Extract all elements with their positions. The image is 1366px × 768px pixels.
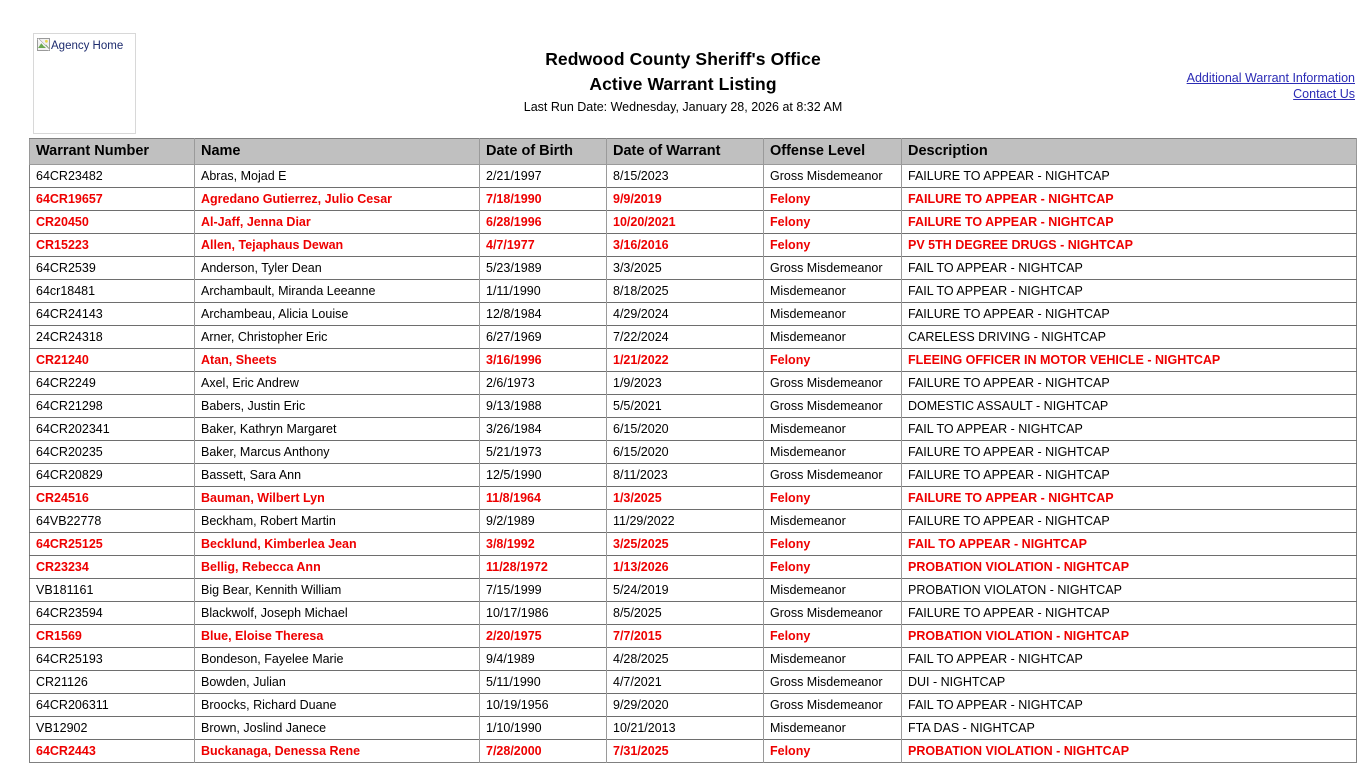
cell-date-of-birth: 2/20/1975 (480, 625, 607, 648)
cell-description: FAILURE TO APPEAR - NIGHTCAP (902, 510, 1357, 533)
cell-name: Bellig, Rebecca Ann (195, 556, 480, 579)
table-row[interactable] (30, 395, 1357, 418)
cell-warrant-number: CR21126 (30, 671, 195, 694)
cell-name: Allen, Tejaphaus Dewan (195, 234, 480, 257)
cell-warrant-number: 64CR25193 (30, 648, 195, 671)
cell-offense-level: Gross Misdemeanor (764, 257, 902, 280)
cell-date-of-warrant: 3/3/2025 (607, 257, 764, 280)
table-row[interactable] (30, 671, 1357, 694)
cell-date-of-warrant: 7/31/2025 (607, 740, 764, 763)
cell-name: Bassett, Sara Ann (195, 464, 480, 487)
column-header-name[interactable]: Name (195, 139, 480, 165)
cell-offense-level: Misdemeanor (764, 441, 902, 464)
agency-home-link[interactable] (33, 33, 136, 134)
cell-date-of-warrant: 6/15/2020 (607, 418, 764, 441)
cell-description: PV 5TH DEGREE DRUGS - NIGHTCAP (902, 234, 1357, 257)
cell-offense-level: Gross Misdemeanor (764, 372, 902, 395)
cell-offense-level: Misdemeanor (764, 648, 902, 671)
cell-date-of-birth: 5/21/1973 (480, 441, 607, 464)
cell-description: FAILURE TO APPEAR - NIGHTCAP (902, 441, 1357, 464)
cell-offense-level: Gross Misdemeanor (764, 395, 902, 418)
cell-date-of-warrant: 5/24/2019 (607, 579, 764, 602)
cell-description: FAIL TO APPEAR - NIGHTCAP (902, 280, 1357, 303)
cell-date-of-warrant: 1/13/2026 (607, 556, 764, 579)
cell-date-of-birth: 6/28/1996 (480, 211, 607, 234)
cell-description: FAIL TO APPEAR - NIGHTCAP (902, 533, 1357, 556)
cell-description: FAIL TO APPEAR - NIGHTCAP (902, 418, 1357, 441)
table-row[interactable] (30, 510, 1357, 533)
cell-name: Beckham, Robert Martin (195, 510, 480, 533)
cell-name: Brown, Joslind Janece (195, 717, 480, 740)
table-row[interactable] (30, 602, 1357, 625)
cell-description: FAIL TO APPEAR - NIGHTCAP (902, 648, 1357, 671)
cell-warrant-number: 64CR23594 (30, 602, 195, 625)
cell-warrant-number: 64CR2443 (30, 740, 195, 763)
cell-description: FAILURE TO APPEAR - NIGHTCAP (902, 464, 1357, 487)
cell-offense-level: Misdemeanor (764, 280, 902, 303)
cell-date-of-warrant: 10/20/2021 (607, 211, 764, 234)
cell-offense-level: Gross Misdemeanor (764, 602, 902, 625)
cell-date-of-warrant: 8/11/2023 (607, 464, 764, 487)
cell-date-of-warrant: 11/29/2022 (607, 510, 764, 533)
cell-offense-level: Misdemeanor (764, 418, 902, 441)
cell-offense-level: Gross Misdemeanor (764, 694, 902, 717)
cell-date-of-warrant: 1/3/2025 (607, 487, 764, 510)
table-row[interactable] (30, 648, 1357, 671)
cell-offense-level: Felony (764, 556, 902, 579)
cell-offense-level: Gross Misdemeanor (764, 165, 902, 188)
cell-warrant-number: 24CR24318 (30, 326, 195, 349)
cell-warrant-number: CR21240 (30, 349, 195, 372)
cell-date-of-warrant: 8/18/2025 (607, 280, 764, 303)
cell-date-of-birth: 7/28/2000 (480, 740, 607, 763)
cell-warrant-number: 64CR21298 (30, 395, 195, 418)
column-header-warrant-number[interactable]: Warrant Number (30, 139, 195, 165)
cell-date-of-warrant: 3/25/2025 (607, 533, 764, 556)
table-row[interactable] (30, 556, 1357, 579)
cell-date-of-birth: 9/2/1989 (480, 510, 607, 533)
cell-offense-level: Misdemeanor (764, 717, 902, 740)
cell-date-of-birth: 3/26/1984 (480, 418, 607, 441)
cell-date-of-birth: 9/13/1988 (480, 395, 607, 418)
cell-date-of-warrant: 7/22/2024 (607, 326, 764, 349)
cell-warrant-number: VB12902 (30, 717, 195, 740)
cell-warrant-number: CR15223 (30, 234, 195, 257)
cell-description: CARELESS DRIVING - NIGHTCAP (902, 326, 1357, 349)
table-row[interactable] (30, 257, 1357, 280)
contact-us-link[interactable]: Contact Us (1293, 87, 1355, 101)
column-header-date-of-birth[interactable]: Date of Birth (480, 139, 607, 165)
cell-date-of-birth: 5/23/1989 (480, 257, 607, 280)
cell-date-of-birth: 1/10/1990 (480, 717, 607, 740)
table-row[interactable] (30, 188, 1357, 211)
agency-home-alt-text: Agency Home (51, 40, 124, 52)
cell-date-of-warrant: 4/29/2024 (607, 303, 764, 326)
table-row[interactable] (30, 303, 1357, 326)
cell-offense-level: Felony (764, 533, 902, 556)
cell-offense-level: Gross Misdemeanor (764, 671, 902, 694)
cell-date-of-warrant: 6/15/2020 (607, 441, 764, 464)
table-row[interactable] (30, 533, 1357, 556)
broken-image-icon (37, 38, 50, 51)
cell-name: Becklund, Kimberlea Jean (195, 533, 480, 556)
cell-name: Archambault, Miranda Leeanne (195, 280, 480, 303)
cell-offense-level: Felony (764, 211, 902, 234)
cell-description: PROBATION VIOLATION - NIGHTCAP (902, 740, 1357, 763)
page-subtitle: Active Warrant Listing (589, 74, 777, 94)
cell-warrant-number: CR20450 (30, 211, 195, 234)
cell-name: Blackwolf, Joseph Michael (195, 602, 480, 625)
cell-description: FAIL TO APPEAR - NIGHTCAP (902, 257, 1357, 280)
cell-date-of-birth: 7/15/1999 (480, 579, 607, 602)
cell-warrant-number: CR1569 (30, 625, 195, 648)
cell-offense-level: Felony (764, 188, 902, 211)
table-row[interactable] (30, 418, 1357, 441)
cell-date-of-birth: 2/21/1997 (480, 165, 607, 188)
table-row[interactable] (30, 694, 1357, 717)
cell-date-of-warrant: 4/28/2025 (607, 648, 764, 671)
cell-date-of-birth: 7/18/1990 (480, 188, 607, 211)
agency-home-broken-image (34, 34, 135, 53)
table-row[interactable] (30, 625, 1357, 648)
cell-name: Bondeson, Fayelee Marie (195, 648, 480, 671)
cell-date-of-birth: 10/19/1956 (480, 694, 607, 717)
cell-date-of-birth: 2/6/1973 (480, 372, 607, 395)
cell-warrant-number: CR24516 (30, 487, 195, 510)
cell-warrant-number: 64CR23482 (30, 165, 195, 188)
cell-date-of-birth: 12/8/1984 (480, 303, 607, 326)
table-row[interactable] (30, 740, 1357, 763)
cell-date-of-birth: 6/27/1969 (480, 326, 607, 349)
cell-name: Bowden, Julian (195, 671, 480, 694)
table-row[interactable] (30, 165, 1357, 188)
cell-name: Agredano Gutierrez, Julio Cesar (195, 188, 480, 211)
cell-description: FAILURE TO APPEAR - NIGHTCAP (902, 188, 1357, 211)
table-header-row (30, 139, 1357, 165)
cell-name: Baker, Kathryn Margaret (195, 418, 480, 441)
cell-date-of-warrant: 3/16/2016 (607, 234, 764, 257)
additional-warrant-information-link[interactable]: Additional Warrant Information (1186, 71, 1355, 85)
cell-offense-level: Felony (764, 625, 902, 648)
cell-description: FAILURE TO APPEAR - NIGHTCAP (902, 487, 1357, 510)
cell-description: PROBATION VIOLATON - NIGHTCAP (902, 579, 1357, 602)
cell-offense-level: Felony (764, 234, 902, 257)
table-row[interactable] (30, 326, 1357, 349)
table-row[interactable] (30, 487, 1357, 510)
cell-name: Bauman, Wilbert Lyn (195, 487, 480, 510)
cell-date-of-warrant: 4/7/2021 (607, 671, 764, 694)
cell-warrant-number: 64CR20235 (30, 441, 195, 464)
cell-warrant-number: 64VB22778 (30, 510, 195, 533)
cell-description: DUI - NIGHTCAP (902, 671, 1357, 694)
cell-description: FAILURE TO APPEAR - NIGHTCAP (902, 211, 1357, 234)
column-header-date-of-warrant[interactable]: Date of Warrant (607, 139, 764, 165)
last-run-date: Last Run Date: Wednesday, January 28, 2026 at 8:32 AM (523, 100, 843, 114)
page-header (0, 0, 1366, 131)
cell-warrant-number: 64CR2539 (30, 257, 195, 280)
cell-name: Anderson, Tyler Dean (195, 257, 480, 280)
title-block (0, 47, 1366, 117)
table-row[interactable] (30, 579, 1357, 602)
cell-description: DOMESTIC ASSAULT - NIGHTCAP (902, 395, 1357, 418)
table-row[interactable] (30, 280, 1357, 303)
cell-date-of-birth: 3/8/1992 (480, 533, 607, 556)
cell-description: FLEEING OFFICER IN MOTOR VEHICLE - NIGHTCAP (902, 349, 1357, 372)
cell-description: FAILURE TO APPEAR - NIGHTCAP (902, 602, 1357, 625)
cell-description: FAILURE TO APPEAR - NIGHTCAP (902, 372, 1357, 395)
cell-offense-level: Misdemeanor (764, 303, 902, 326)
cell-offense-level: Felony (764, 740, 902, 763)
cell-date-of-warrant: 8/5/2025 (607, 602, 764, 625)
warrant-table-container (29, 138, 1356, 763)
table-row[interactable] (30, 211, 1357, 234)
table-row[interactable] (30, 464, 1357, 487)
page-title: Redwood County Sheriff's Office (545, 49, 821, 69)
cell-warrant-number: 64CR2249 (30, 372, 195, 395)
cell-date-of-birth: 1/11/1990 (480, 280, 607, 303)
cell-date-of-warrant: 10/21/2013 (607, 717, 764, 740)
cell-date-of-birth: 3/16/1996 (480, 349, 607, 372)
cell-name: Al-Jaff, Jenna Diar (195, 211, 480, 234)
cell-warrant-number: CR23234 (30, 556, 195, 579)
cell-name: Atan, Sheets (195, 349, 480, 372)
header-links (1187, 70, 1355, 102)
cell-warrant-number: 64CR202341 (30, 418, 195, 441)
cell-name: Big Bear, Kennith William (195, 579, 480, 602)
table-row[interactable] (30, 234, 1357, 257)
cell-name: Blue, Eloise Theresa (195, 625, 480, 648)
cell-name: Babers, Justin Eric (195, 395, 480, 418)
cell-date-of-warrant: 8/15/2023 (607, 165, 764, 188)
cell-offense-level: Misdemeanor (764, 579, 902, 602)
cell-name: Baker, Marcus Anthony (195, 441, 480, 464)
table-row[interactable] (30, 372, 1357, 395)
cell-date-of-birth: 5/11/1990 (480, 671, 607, 694)
cell-description: PROBATION VIOLATION - NIGHTCAP (902, 556, 1357, 579)
cell-date-of-warrant: 7/7/2015 (607, 625, 764, 648)
warrant-table (29, 138, 1357, 763)
cell-name: Broocks, Richard Duane (195, 694, 480, 717)
cell-date-of-warrant: 1/9/2023 (607, 372, 764, 395)
cell-warrant-number: 64cr18481 (30, 280, 195, 303)
column-header-offense-level[interactable]: Offense Level (764, 139, 902, 165)
cell-warrant-number: 64CR206311 (30, 694, 195, 717)
cell-date-of-birth: 11/8/1964 (480, 487, 607, 510)
cell-description: FAILURE TO APPEAR - NIGHTCAP (902, 165, 1357, 188)
cell-description: FTA DAS - NIGHTCAP (902, 717, 1357, 740)
cell-date-of-warrant: 9/29/2020 (607, 694, 764, 717)
column-header-description[interactable]: Description (902, 139, 1357, 165)
cell-date-of-birth: 10/17/1986 (480, 602, 607, 625)
table-row[interactable] (30, 717, 1357, 740)
cell-description: FAIL TO APPEAR - NIGHTCAP (902, 694, 1357, 717)
cell-name: Axel, Eric Andrew (195, 372, 480, 395)
table-row[interactable] (30, 441, 1357, 464)
cell-description: PROBATION VIOLATION - NIGHTCAP (902, 625, 1357, 648)
cell-offense-level: Felony (764, 487, 902, 510)
table-row[interactable] (30, 349, 1357, 372)
cell-date-of-birth: 9/4/1989 (480, 648, 607, 671)
cell-name: Buckanaga, Denessa Rene (195, 740, 480, 763)
cell-name: Abras, Mojad E (195, 165, 480, 188)
cell-date-of-birth: 12/5/1990 (480, 464, 607, 487)
cell-date-of-warrant: 1/21/2022 (607, 349, 764, 372)
cell-warrant-number: 64CR19657 (30, 188, 195, 211)
cell-date-of-warrant: 5/5/2021 (607, 395, 764, 418)
cell-offense-level: Felony (764, 349, 902, 372)
cell-name: Arner, Christopher Eric (195, 326, 480, 349)
cell-name: Archambeau, Alicia Louise (195, 303, 480, 326)
cell-warrant-number: 64CR24143 (30, 303, 195, 326)
cell-date-of-warrant: 9/9/2019 (607, 188, 764, 211)
cell-warrant-number: VB181161 (30, 579, 195, 602)
cell-warrant-number: 64CR20829 (30, 464, 195, 487)
cell-offense-level: Misdemeanor (764, 326, 902, 349)
cell-date-of-birth: 4/7/1977 (480, 234, 607, 257)
cell-warrant-number: 64CR25125 (30, 533, 195, 556)
cell-description: FAILURE TO APPEAR - NIGHTCAP (902, 303, 1357, 326)
cell-offense-level: Misdemeanor (764, 510, 902, 533)
cell-date-of-birth: 11/28/1972 (480, 556, 607, 579)
warrant-table-body (30, 165, 1357, 763)
cell-offense-level: Gross Misdemeanor (764, 464, 902, 487)
